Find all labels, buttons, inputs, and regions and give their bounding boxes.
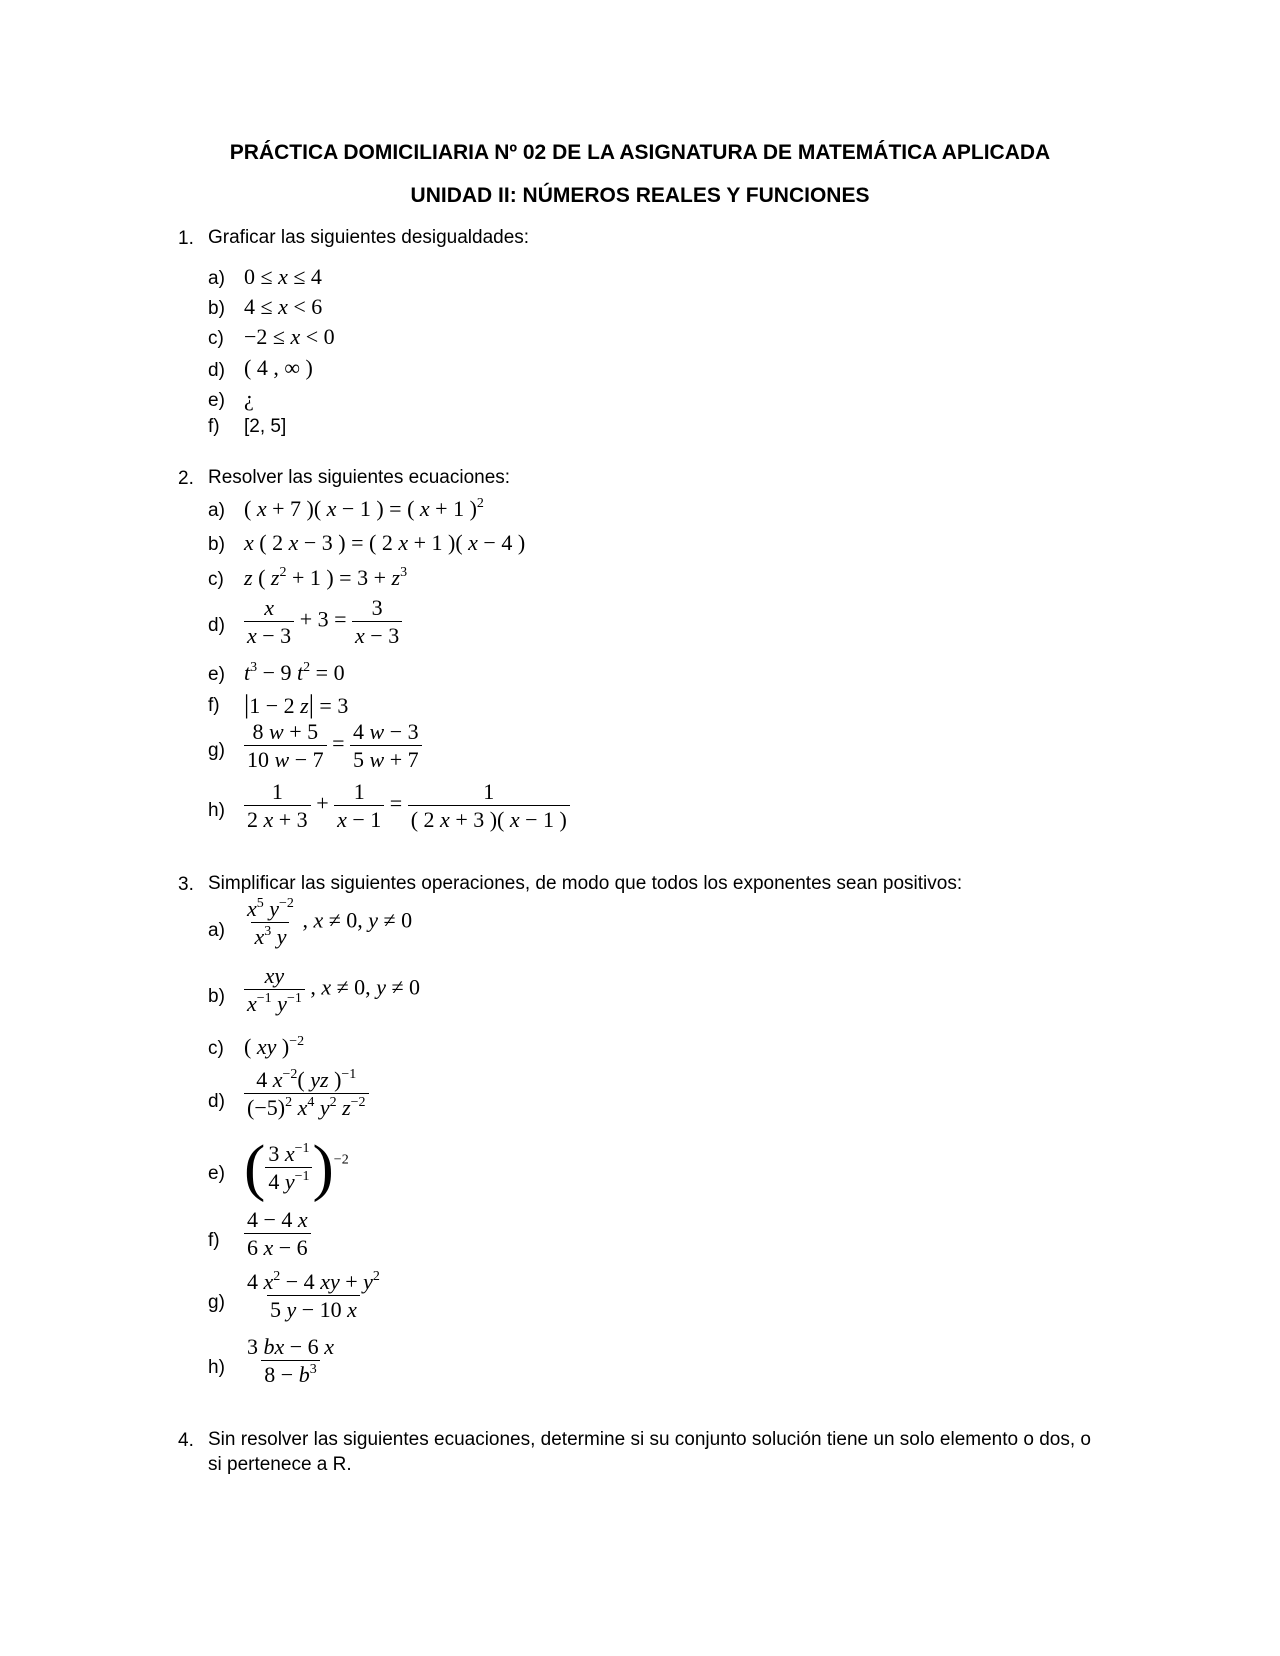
q3-label-g: g) [208,1292,225,1313]
q1-label-f: f) [208,416,220,437]
q3-expression-c: ( xy )$^{-2}$ [244,1034,305,1059]
document-title: PRÁCTICA DOMICILIARIA Nº 02 DE LA ASIGNATURA DE MATEMÁTICA APLICADA [229,141,1051,164]
q3-label-a: a) [208,920,225,941]
q3-expression-f: $\frac{4 - 4 x}{6 x - 6}$ [244,1206,311,1261]
q2-label-a: a) [208,500,225,521]
q3-label-e: e) [208,1163,225,1184]
question-2-text: Resolver las siguientes ecuaciones: [208,467,511,488]
q3-expression-h: $\frac{3 bx - 6 x}{8 - b^3}$ [247,1334,334,1387]
question-2-number: 2. [178,468,194,489]
q2-label-e: e) [208,664,225,685]
q3-expression-d: $\frac{4 x^{-2}( yz )^{-1}}{(-5)^2 x^4 y^2 z^{-2}}$ [244,1066,369,1121]
q3-label-h: h) [208,1357,225,1378]
q2-expression-c: z ( $z^2 + 1$ ) = $3 + z^3$ [244,565,408,590]
question-3-number: 3. [178,874,194,895]
q1-expression-a: 0 ≤ x ≤ 4 [244,264,322,289]
q1-label-a: a) [208,268,225,289]
q2-label-b: b) [208,534,225,555]
q2-expression-e: $t^3 - 9$ $t^2 = 0$ [244,660,345,685]
question-1-number: 1. [178,228,194,249]
question-4-text: Sin resolver las siguientes ecuaciones, determine si su conjunto solución tiene un solo elemento o dos, o si pertenece a R. [208,1429,1091,1475]
q1-expression-d: ( 4 , ∞ ) [244,355,313,380]
question-3-text: Simplificar las siguientes operaciones, de modo que todos los exponentes sean positivos: [208,873,963,894]
q2-expression-g: $\frac{8 w + 5}{10 w - 7}$ = $\frac{4 w - 3}{5 w + 7}$ [244,718,422,773]
q1-label-e: e) [208,390,225,411]
q2-expression-f: |1 − 2 z| = 3 [244,690,349,719]
q3-label-d: d) [208,1091,225,1112]
question-1-text: Graficar las siguientes desigualdades: [208,227,530,248]
q3-expression-a: $\frac{x^5 y^{-2}}{x^3 y}$ , x ≠ 0, y ≠ 0 [247,896,413,949]
q2-expression-h: $\frac{1}{2 x + 3}$ + $\frac{1}{x - 1}$ = $\frac{1}{( 2 x + 3 )( x - 1 )}$ [244,778,570,833]
q2-expression-a: ( x + 7 )( x − 1 ) = ( x + 1 )$^2$ [244,496,484,521]
q3-label-b: b) [208,986,225,1007]
q2-label-d: d) [208,615,225,636]
q1-expression-f: [2, 5] [244,416,287,437]
q1-label-d: d) [208,360,225,381]
q1-expression-e: ¿ [244,386,254,411]
q1-expression-b: 4 ≤ x < 6 [244,294,323,319]
q2-label-g: g) [208,740,225,761]
q3-label-f: f) [208,1230,220,1251]
q1-expression-c: −2 ≤ x < 0 [244,324,335,349]
document-subtitle: UNIDAD II: NÚMEROS REALES Y FUNCIONES [410,184,870,207]
q3-expression-b: $\frac{xy}{x^{-1} y^{-1}}$ , x ≠ 0, y ≠ 0 [244,962,420,1017]
q2-expression-d: $\frac{x}{x - 3}$ + 3 = $\frac{3}{x - 3}$ [244,594,402,649]
q2-label-f: f) [208,695,220,716]
q3-expression-e: ( $\frac{3 x^{-1}}{4 y^{-1}}$ )$^{-2}$ [244,1131,349,1203]
q2-label-h: h) [208,800,225,821]
q2-label-c: c) [208,569,224,590]
q2-expression-b: x ( 2 x − 3 ) = ( 2 x + 1 )( x − 4 ) [244,530,526,555]
q3-expression-g: $\frac{4 x^2 - 4 xy + y^2}{5 y - 10 x}$ [247,1269,380,1322]
q1-label-b: b) [208,298,225,319]
question-4-number: 4. [178,1430,194,1451]
q3-label-c: c) [208,1038,224,1059]
q1-label-c: c) [208,328,224,349]
